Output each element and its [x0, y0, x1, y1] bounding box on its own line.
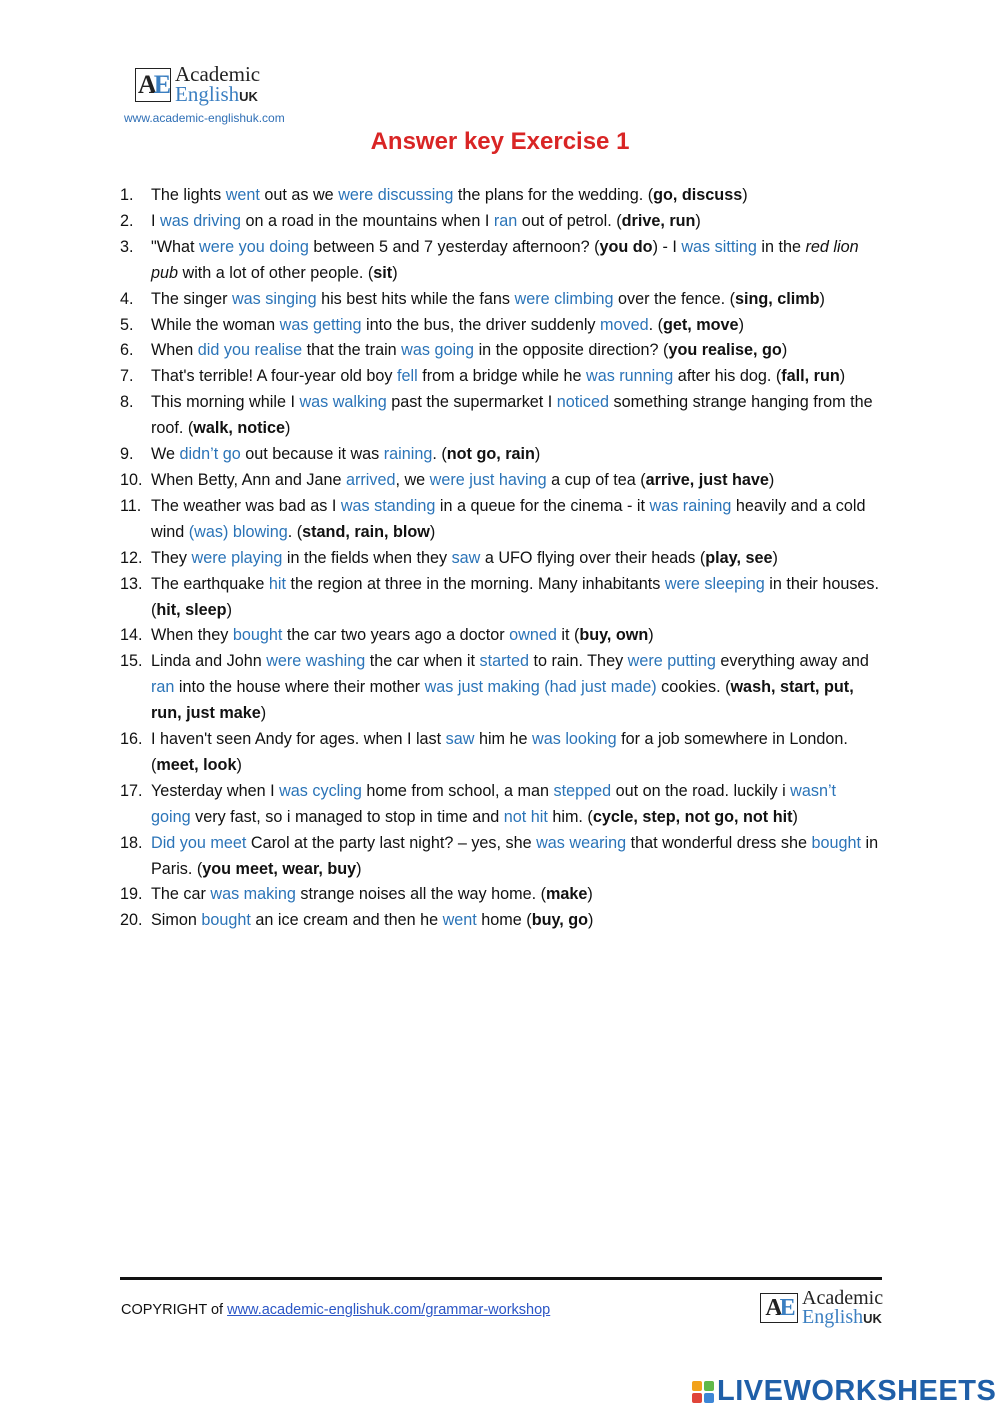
answer-verb: was making	[210, 885, 296, 904]
answer-item	[120, 882, 880, 908]
answer-verb: saw	[451, 548, 481, 567]
logo-word-academic: Academic	[175, 62, 261, 86]
answer-verb: were climbing	[514, 289, 614, 308]
answer-verb: started	[479, 652, 529, 671]
sentence-text: , we	[395, 470, 430, 489]
sentence-text: Carol at the party last night? – yes, she	[246, 833, 537, 852]
sentence-text: )	[738, 315, 744, 334]
sentence-text: heavily and a cold wind	[151, 496, 866, 541]
answer-item	[120, 390, 880, 442]
answer-number: 10.	[120, 470, 143, 489]
sentence-text: everything away and	[715, 652, 869, 671]
sentence-text: That's terrible! A four-year old boy	[151, 367, 398, 386]
answer-number: 20.	[120, 911, 143, 930]
sentence-text: . (	[648, 315, 663, 334]
answer-verb: was running	[586, 367, 674, 386]
verb-hint: meet, look	[156, 755, 237, 774]
sentence-text: The singer	[151, 289, 232, 308]
sentence-text: very fast, so i managed to stop in time and	[190, 807, 504, 826]
answer-verb: was walking	[299, 393, 387, 412]
sentence-text: )	[588, 911, 594, 930]
copyright-notice	[121, 1302, 550, 1318]
answer-number: 16.	[120, 730, 143, 749]
sentence-text: home from school, a man	[361, 781, 554, 800]
sentence-text: They	[151, 548, 192, 567]
answer-item	[120, 649, 880, 727]
emphasis-text: red lion pub	[151, 237, 859, 282]
sentence-text: strange noises all the way home. (	[295, 885, 546, 904]
answer-verb: wasn’t going	[151, 781, 837, 826]
answer-verb: went	[442, 911, 477, 930]
answer-verb: was getting	[279, 315, 362, 334]
sentence-text: into the bus, the driver suddenly	[361, 315, 601, 334]
sentence-text: between 5 and 7 yesterday afternoon? (	[308, 237, 600, 256]
logo-mark-e: E	[779, 1294, 793, 1321]
answer-verb: (was) blowing	[188, 522, 288, 541]
sentence-text: We	[151, 445, 180, 464]
sentence-text: in the	[756, 237, 806, 256]
sentence-text: into the house where their mother	[174, 678, 425, 697]
sentence-text: )	[534, 445, 541, 464]
sentence-text: Yesterday when I	[151, 781, 280, 800]
answer-number: 9.	[120, 445, 134, 464]
answer-verb: were just having	[429, 470, 547, 489]
logo-word-uk: UK	[863, 1311, 882, 1326]
copyright-link[interactable]: www.academic-englishuk.com/grammar-workshop	[227, 1302, 551, 1318]
sentence-text: from a bridge while he	[417, 367, 586, 386]
sentence-text: out because it was	[240, 445, 384, 464]
answer-verb: bought	[811, 833, 861, 852]
answer-number: 1.	[120, 186, 134, 204]
answer-verb: moved	[600, 315, 649, 334]
answer-verb: was going	[401, 341, 475, 360]
sentence-text: out on the road. luckily i	[611, 781, 791, 800]
answer-item	[120, 546, 880, 572]
sentence-text: Simon	[151, 911, 202, 930]
sentence-text: )	[695, 211, 701, 230]
sentence-text: )	[587, 885, 593, 904]
sentence-text: the plans for the wedding. (	[453, 186, 654, 204]
sentence-text: a UFO flying over their heads (	[480, 548, 706, 567]
logo-mark-e: E	[153, 69, 169, 99]
answer-number: 4.	[120, 289, 134, 308]
sentence-text: The earthquake	[151, 574, 269, 593]
answer-verb: was wearing	[536, 833, 627, 852]
sentence-text: )	[236, 755, 242, 774]
verb-hint: wash, start, put, run, just make	[151, 678, 854, 723]
answer-verb: noticed	[556, 393, 609, 412]
answer-verb: not hit	[503, 807, 548, 826]
academic-english-logo	[135, 62, 261, 106]
verb-hint: buy, own	[579, 626, 649, 645]
answer-item	[120, 209, 880, 235]
sentence-text: )	[226, 600, 232, 619]
answer-item	[120, 442, 880, 468]
answer-item	[120, 831, 880, 883]
answer-verb: were sleeping	[664, 574, 765, 593]
answer-verb: ran	[151, 678, 175, 697]
verb-hint: buy, go	[531, 911, 589, 930]
answer-verb: was looking	[532, 730, 617, 749]
answer-item	[120, 908, 880, 934]
sentence-text: The lights	[151, 186, 226, 204]
answer-number: 5.	[120, 315, 134, 334]
footer-divider	[120, 1277, 882, 1280]
verb-hint: not go, rain	[446, 445, 535, 464]
sentence-text: to rain. They	[528, 652, 628, 671]
sentence-text: for a job somewhere in London. (	[151, 730, 848, 774]
answer-verb: arrived	[345, 470, 396, 489]
answer-verb: was raining	[649, 496, 732, 515]
answer-verb: was cycling	[279, 781, 362, 800]
sentence-text: in a queue for the cinema - it	[435, 496, 650, 515]
sentence-text: past the supermarket I	[386, 393, 557, 412]
sentence-text: The car	[151, 885, 211, 904]
answer-number: 19.	[120, 885, 143, 904]
logo-mark-a: A	[137, 69, 154, 99]
logo-mark-icon	[760, 1293, 798, 1323]
answer-verb: raining	[383, 445, 433, 464]
page-title: Answer key Exercise 1	[370, 128, 630, 155]
sentence-text: the region at three in the morning. Many inhabitants	[286, 574, 665, 593]
sentence-text: that wonderful dress she	[626, 833, 812, 852]
answer-item	[120, 727, 880, 779]
sentence-text: in Paris. (	[151, 833, 879, 878]
sentence-text: )	[742, 186, 748, 204]
answer-item	[120, 572, 880, 624]
answer-number: 3.	[120, 237, 134, 256]
sentence-text: the car when it	[365, 652, 480, 671]
liveworksheets-brand[interactable]	[692, 1375, 996, 1408]
sentence-text: his best hits while the fans	[316, 289, 515, 308]
sentence-text: )	[768, 470, 775, 489]
sentence-text: after his dog. (	[673, 367, 782, 386]
sentence-text: cookies. (	[656, 678, 731, 697]
sentence-text: )	[429, 522, 436, 541]
answer-number: 15.	[120, 652, 143, 671]
answer-verb: ran	[493, 211, 518, 230]
logo-mark-icon	[135, 68, 171, 102]
verb-hint: play, see	[705, 548, 773, 567]
sentence-text: )	[648, 626, 654, 645]
answer-item	[120, 235, 880, 287]
sentence-text: )	[285, 419, 291, 438]
verb-hint: get, move	[663, 315, 739, 334]
sentence-text: a cup of tea (	[546, 470, 646, 489]
answer-verb: bought	[232, 626, 283, 645]
sentence-text: him he	[474, 730, 533, 749]
verb-hint: arrive, just have	[645, 470, 769, 489]
sentence-text: it (	[556, 626, 580, 645]
sentence-text: )	[260, 704, 267, 723]
verb-hint: sit	[373, 263, 393, 282]
answer-verb: was driving	[160, 211, 241, 230]
answer-item	[120, 287, 880, 313]
answer-number: 18.	[120, 833, 143, 852]
sentence-text: "What	[151, 237, 200, 256]
answer-item	[120, 364, 880, 390]
answer-number: 8.	[120, 393, 134, 412]
answer-item	[120, 183, 880, 209]
answer-number: 12.	[120, 548, 143, 567]
sentence-text: ) - I	[652, 237, 682, 256]
sentence-text: an ice cream and then he	[250, 911, 443, 930]
answer-verb: was sitting	[681, 237, 757, 256]
sentence-text: Linda and John	[151, 652, 267, 671]
sentence-text: out of petrol. (	[517, 211, 622, 230]
sentence-text: him. (	[547, 807, 593, 826]
sentence-text: )	[819, 289, 825, 308]
sentence-text: When they	[151, 626, 233, 645]
copyright-prefix: COPYRIGHT of	[121, 1302, 228, 1318]
sentence-text: that the train	[302, 341, 402, 360]
answer-verb: stepped	[553, 781, 612, 800]
answer-verb: were putting	[627, 652, 716, 671]
answer-item	[120, 494, 880, 546]
sentence-text: While the woman	[151, 315, 280, 334]
logo-mark-a: A	[765, 1294, 780, 1321]
verb-hint: drive, run	[621, 211, 696, 230]
answer-verb: were you doing	[199, 237, 309, 256]
logo-word-uk: UK	[239, 88, 258, 104]
answer-verb: Did you meet	[151, 833, 247, 852]
answer-verb: hit	[268, 574, 286, 593]
answer-number: 6.	[120, 341, 134, 360]
sentence-text: The weather was bad as I	[151, 496, 341, 515]
sentence-text: )	[839, 367, 846, 386]
answer-number: 13.	[120, 574, 143, 593]
verb-hint: walk, notice	[193, 419, 286, 438]
answer-verb: were washing	[266, 652, 366, 671]
answer-verb: saw	[445, 730, 475, 749]
answer-number: 2.	[120, 211, 134, 230]
academic-english-logo-footer	[760, 1289, 883, 1327]
sentence-text: This morning while I	[151, 393, 300, 412]
answer-verb: was just making (had just made)	[424, 678, 657, 697]
logo-word-english: English	[802, 1306, 864, 1328]
logo-word-academic: Academic	[802, 1287, 884, 1309]
verb-hint: sing, climb	[734, 289, 820, 308]
sentence-text: with a lot of other people. (	[178, 263, 374, 282]
sentence-text: When Betty, Ann and Jane	[151, 470, 346, 489]
verb-hint: stand, rain, blow	[302, 522, 430, 541]
answer-list	[120, 183, 880, 934]
sentence-text: )	[772, 548, 778, 567]
answer-verb: was singing	[231, 289, 317, 308]
answer-verb: went	[225, 186, 260, 204]
sentence-text: in their houses. (	[151, 574, 880, 619]
answer-verb: were playing	[191, 548, 283, 567]
sentence-text: . (	[287, 522, 303, 541]
sentence-text: on a road in the mountains when I	[240, 211, 494, 230]
site-url-link[interactable]: www.academic-englishuk.com	[124, 111, 285, 125]
verb-hint: make	[546, 885, 588, 904]
answer-verb: did you realise	[197, 341, 303, 360]
sentence-text: )	[392, 263, 398, 282]
answer-number: 17.	[120, 781, 143, 800]
answer-item	[120, 468, 880, 494]
logo-word-english: English	[175, 81, 240, 106]
sentence-text: )	[792, 807, 798, 826]
answer-verb: was standing	[340, 496, 436, 515]
answer-number: 14.	[120, 626, 143, 645]
sentence-text: something strange hanging from the roof. (	[151, 393, 873, 438]
liveworksheets-wordmark: LIVEWORKSHEETS	[717, 1375, 997, 1407]
sentence-text: I	[151, 211, 160, 230]
answer-verb: were discussing	[338, 186, 454, 204]
sentence-text: in the fields when they	[282, 548, 452, 567]
sentence-text: the car two years ago a doctor	[282, 626, 510, 645]
answer-item	[120, 338, 880, 364]
sentence-text: )	[356, 859, 362, 878]
answer-number: 7.	[120, 367, 134, 386]
verb-hint: go, discuss	[653, 186, 743, 204]
answer-item	[120, 623, 880, 649]
answer-verb: didn’t go	[179, 445, 241, 464]
answer-item	[120, 779, 880, 831]
sentence-text: When	[151, 341, 198, 360]
answer-verb: bought	[201, 911, 251, 930]
verb-hint: you do	[599, 237, 653, 256]
sentence-text: . (	[432, 445, 447, 464]
answer-verb: fell	[397, 367, 418, 386]
verb-hint: fall, run	[781, 367, 840, 386]
sentence-text: out as we	[259, 186, 339, 204]
answer-verb: owned	[509, 626, 557, 645]
sentence-text: I haven't seen Andy for ages. when I last	[151, 730, 446, 749]
answer-number: 11.	[120, 496, 142, 515]
sentence-text: over the fence. (	[613, 289, 735, 308]
sentence-text: )	[781, 341, 788, 360]
verb-hint: you meet, wear, buy	[202, 859, 357, 878]
verb-hint: you realise, go	[668, 341, 782, 360]
verb-hint: hit, sleep	[156, 600, 227, 619]
liveworksheets-icon	[692, 1381, 714, 1403]
sentence-text: home (	[476, 911, 532, 930]
verb-hint: cycle, step, not go, not hit	[592, 807, 793, 826]
sentence-text: in the opposite direction? (	[474, 341, 669, 360]
answer-item	[120, 313, 880, 339]
